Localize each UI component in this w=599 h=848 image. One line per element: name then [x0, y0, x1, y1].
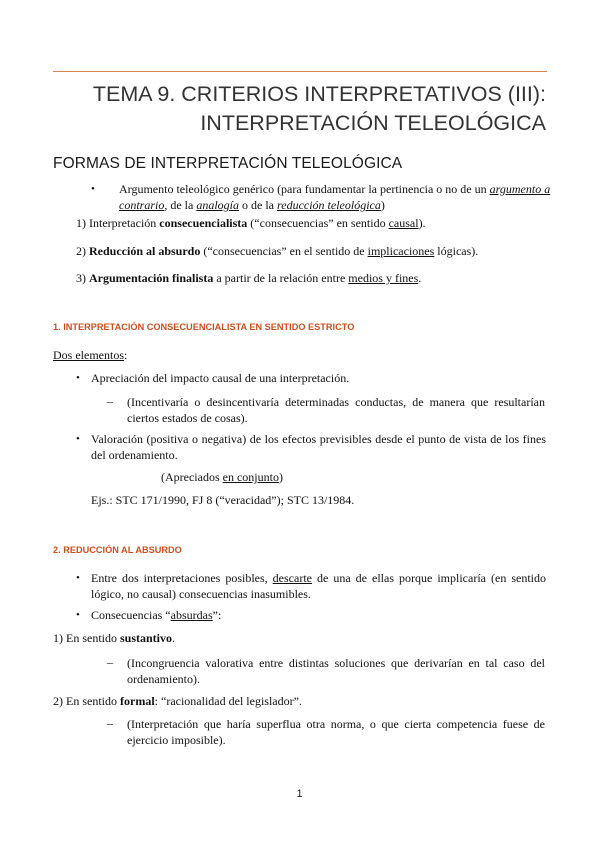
link-analogia[interactable]: analogía — [196, 198, 240, 212]
section-1-bullet-2-line-1: Valoración (positiva o negativa) de los efectos previsibles desde el punto de vista de los fines — [91, 432, 546, 446]
bullet-icon: • — [91, 183, 95, 195]
section-1-examples: Ejs.: STC 171/1990, FJ 8 (“veracidad”); STC 13/1984. — [91, 493, 355, 507]
formas-bullet-line-2: contrario, de la analogía o de la reducción teleológica) — [119, 198, 385, 212]
section-2-heading: 2. REDUCCIÓN AL ABSURDO — [53, 545, 182, 555]
section-1-dash-1-line-2: ciertos estados de cosas). — [127, 411, 248, 425]
link-argumento-a-contrario[interactable]: argumento a — [489, 182, 551, 196]
section-1-heading: 1. INTERPRETACIÓN CONSECUENCIALISTA EN SENTIDO ESTRICTO — [53, 322, 355, 332]
section-2-dash-1-line-2: ordenamiento). — [127, 672, 200, 686]
bullet-icon: • — [76, 433, 80, 445]
page-number: 1 — [296, 788, 303, 800]
title-line-1: TEMA 9. CRITERIOS INTERPRETATIVOS (III): — [92, 82, 546, 106]
section-2-bullet-2: Consecuencias “absurdas”: — [91, 608, 222, 622]
section-1-bullet-2-line-2: del ordenamiento. — [91, 448, 178, 462]
section-2-bullet-1-line-2: lógico, no causal) consecuencias inasumibles. — [91, 587, 311, 601]
title-line-2: INTERPRETACIÓN TELEOLÓGICA — [200, 111, 546, 135]
dash-icon: – — [107, 655, 113, 669]
bullet-icon: • — [76, 609, 80, 621]
formas-bullet-line-1: Argumento teleológico genérico (para fundamentar la pertinencia o no de un argumento a — [119, 182, 551, 196]
formas-item-2: 2) Reducción al absurdo (“consecuencias” en el sentido de implicaciones lógicas). — [76, 244, 479, 258]
formas-item-3: 3) Argumentación finalista a partir de la relación entre medios y fines. — [76, 271, 422, 285]
formas-heading: FORMAS DE INTERPRETACIÓN TELEOLÓGICA — [53, 155, 403, 172]
link-contrario[interactable]: contrario — [119, 198, 165, 212]
link-reduccion-teleologica[interactable]: reducción teleológica — [277, 198, 381, 212]
section-2-bullet-1-line-1: Entre dos interpretaciones posibles, descarte de una de ellas porque implicaría (en sentido — [91, 571, 546, 585]
formas-item-1: 1) Interpretación consecuencialista (“consecuencias” en sentido causal). — [76, 216, 426, 230]
bullet-icon: • — [76, 372, 80, 384]
bullet-icon: • — [76, 572, 80, 584]
section-2-item-2: 2) En sentido formal: “racionalidad del legislador”. — [53, 694, 302, 708]
section-1-dash-1-line-1: (Incentivaría o desincentivaría determinadas conductas, de manera que resultarían — [127, 395, 545, 409]
section-1-bullet-1: Apreciación del impacto causal de una interpretación. — [91, 371, 350, 385]
page-title — [46, 80, 546, 138]
section-2-dash-2-line-2: ejercicio imposible). — [127, 733, 226, 747]
section-2-item-1: 1) En sentido sustantivo. — [53, 631, 176, 645]
section-2-dash-2-line-1: (Interpretación que haría superflua otra norma, o que cierta competencia fuese de — [127, 717, 545, 731]
dash-icon: – — [107, 716, 113, 730]
section-1-intro: Dos elementos: — [53, 348, 128, 362]
header-rule — [53, 71, 547, 72]
apreciados-note: (Apreciados en conjunto) — [161, 470, 283, 484]
dash-icon: – — [107, 394, 113, 408]
section-2-dash-1-line-1: (Incongruencia valorativa entre distintas soluciones que derivarían en tal caso del — [127, 656, 545, 670]
